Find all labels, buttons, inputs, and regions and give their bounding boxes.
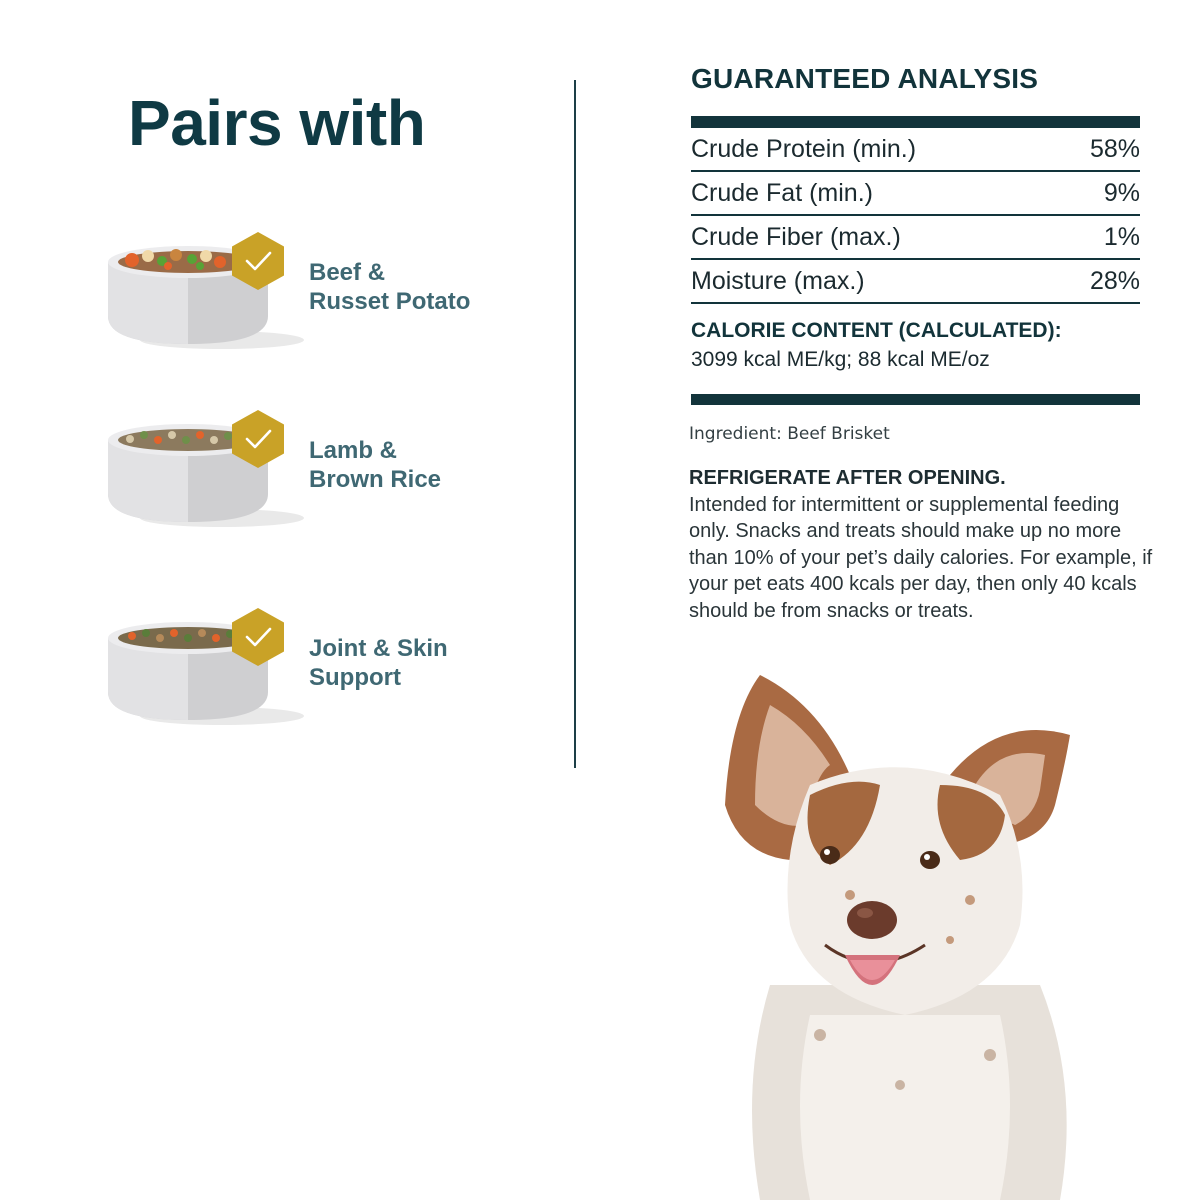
analysis-row-label: Crude Protein (min.) <box>691 134 917 163</box>
analysis-title: GUARANTEED ANALYSIS <box>691 63 1039 94</box>
pair-label <box>309 436 539 494</box>
checkmark-icon <box>232 608 284 666</box>
pair-item-lamb <box>104 406 544 536</box>
analysis-table <box>691 128 1140 304</box>
ingredient-text: Ingredient: Beef Brisket <box>689 424 890 444</box>
analysis-bottom-rule <box>691 394 1140 405</box>
pair-label-line1: Lamb & <box>309 437 398 464</box>
pair-item-joint-skin <box>104 604 544 734</box>
pair-label-line2: Russet Potato <box>309 288 471 315</box>
calorie-content <box>691 304 1140 380</box>
pair-label-line2: Support <box>309 664 401 691</box>
calorie-title: CALORIE CONTENT (CALCULATED): <box>691 319 1062 342</box>
vertical-divider <box>574 80 576 768</box>
pair-item-beef <box>104 228 544 358</box>
analysis-row-moisture <box>691 260 1140 304</box>
pair-label <box>309 634 539 692</box>
analysis-top-rule <box>691 116 1140 128</box>
checkmark-icon <box>232 410 284 468</box>
storage-text: Intended for intermittent or supplemental feeding only. Snacks and treats should make up no more than 10% of your pet’s daily calories. For example, if your pet eats 400 kcals per day, then only 40 kcals should be from snacks or treats. <box>689 493 1153 622</box>
checkmark-icon <box>232 232 284 290</box>
pair-label <box>309 258 539 316</box>
pair-label-line2: Brown Rice <box>309 466 442 493</box>
analysis-row-protein <box>691 128 1140 172</box>
analysis-row-fiber <box>691 216 1140 260</box>
pair-label-line1: Joint & Skin <box>309 635 448 662</box>
analysis-row-label: Crude Fat (min.) <box>691 178 873 207</box>
analysis-row-value: 1% <box>1103 222 1140 251</box>
analysis-row-value: 58% <box>1089 134 1140 163</box>
analysis-row-label: Crude Fiber (max.) <box>691 222 901 251</box>
dog-photo <box>700 655 1110 1200</box>
storage-title: REFRIGERATE AFTER OPENING. <box>689 467 1006 489</box>
pairs-title: Pairs with <box>128 87 426 159</box>
analysis-row-value: 9% <box>1103 178 1140 207</box>
storage-instructions <box>689 465 1159 625</box>
calorie-value: 3099 kcal ME/kg; 88 kcal ME/oz <box>691 348 990 371</box>
analysis-row-fat <box>691 172 1140 216</box>
pair-label-line1: Beef & <box>309 259 386 286</box>
guaranteed-analysis-panel <box>691 60 1140 405</box>
analysis-row-value: 28% <box>1089 266 1140 295</box>
analysis-row-label: Moisture (max.) <box>691 266 865 295</box>
